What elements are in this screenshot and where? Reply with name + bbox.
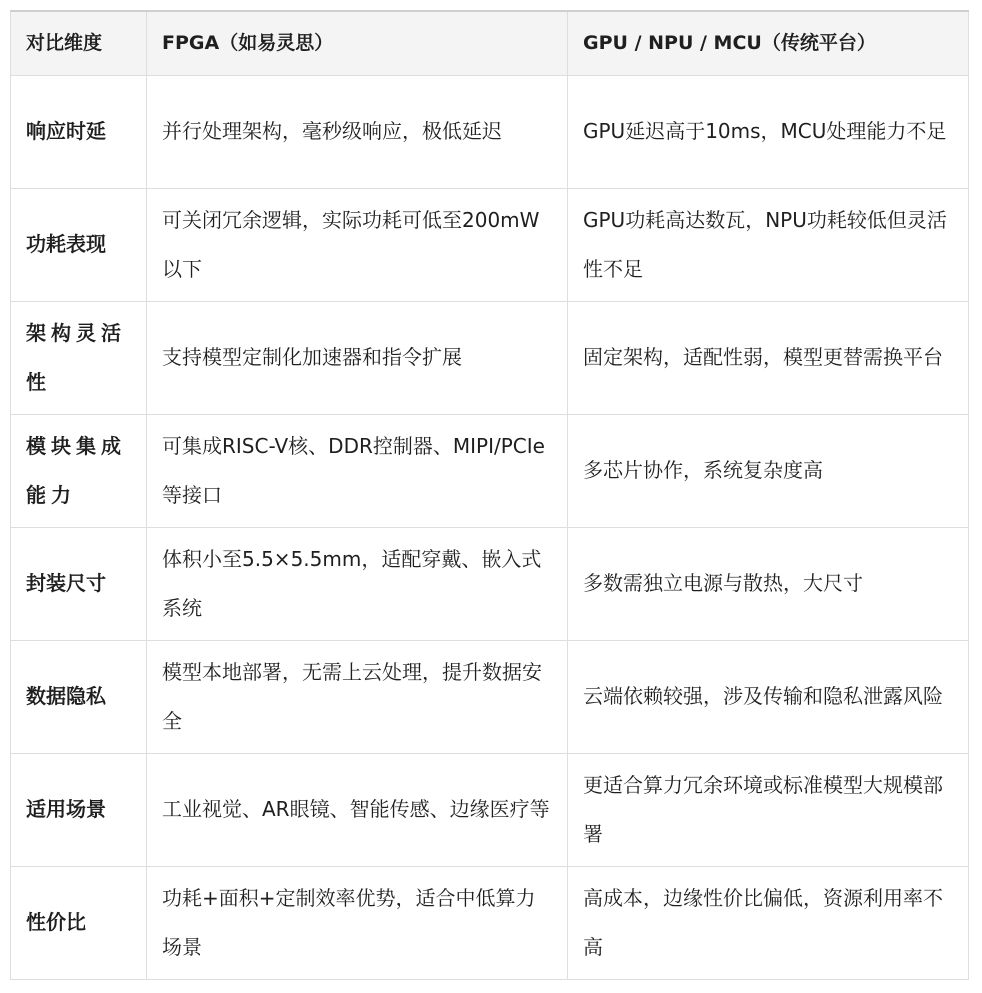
row-traditional-cell: 多数需独立电源与散热，大尺寸 [568,527,969,640]
row-dimension: 架构灵活性 [11,301,147,414]
table-header [11,11,969,75]
table-row [11,301,969,414]
header-traditional: GPU / NPU / MCU（传统平台） [568,11,969,75]
row-fpga-cell: 模型本地部署，无需上云处理，提升数据安全 [147,640,568,753]
row-dimension: 性价比 [11,866,147,979]
row-traditional-cell: GPU延迟高于10ms，MCU处理能力不足 [568,75,969,188]
row-fpga-cell: 工业视觉、AR眼镜、智能传感、边缘医疗等 [147,753,568,866]
row-traditional-cell: 更适合算力冗余环境或标准模型大规模部署 [568,753,969,866]
row-dimension: 响应时延 [11,75,147,188]
row-fpga-cell: 可集成RISC-V核、DDR控制器、MIPI/PCIe等接口 [147,414,568,527]
table-row [11,414,969,527]
table-row [11,188,969,301]
row-fpga-cell: 体积小至5.5×5.5mm，适配穿戴、嵌入式系统 [147,527,568,640]
row-dimension: 封装尺寸 [11,527,147,640]
row-traditional-cell: 云端依赖较强，涉及传输和隐私泄露风险 [568,640,969,753]
table-row [11,866,969,979]
table-row [11,527,969,640]
table-row [11,75,969,188]
row-traditional-cell: GPU功耗高达数瓦，NPU功耗较低但灵活性不足 [568,188,969,301]
row-dimension: 数据隐私 [11,640,147,753]
header-dimension: 对比维度 [11,11,147,75]
comparison-table-container [10,10,968,980]
header-fpga: FPGA（如易灵思） [147,11,568,75]
row-traditional-cell: 高成本，边缘性价比偏低，资源利用率不高 [568,866,969,979]
row-fpga-cell: 功耗+面积+定制效率优势，适合中低算力场景 [147,866,568,979]
table-row [11,640,969,753]
header-row [11,11,969,75]
row-traditional-cell: 多芯片协作，系统复杂度高 [568,414,969,527]
row-fpga-cell: 并行处理架构，毫秒级响应，极低延迟 [147,75,568,188]
table-body [11,75,969,979]
row-fpga-cell: 可关闭冗余逻辑，实际功耗可低至200mW以下 [147,188,568,301]
row-dimension: 模块集成能力 [11,414,147,527]
row-dimension: 适用场景 [11,753,147,866]
row-traditional-cell: 固定架构，适配性弱，模型更替需换平台 [568,301,969,414]
comparison-table [10,10,969,980]
row-fpga-cell: 支持模型定制化加速器和指令扩展 [147,301,568,414]
table-row [11,753,969,866]
row-dimension: 功耗表现 [11,188,147,301]
